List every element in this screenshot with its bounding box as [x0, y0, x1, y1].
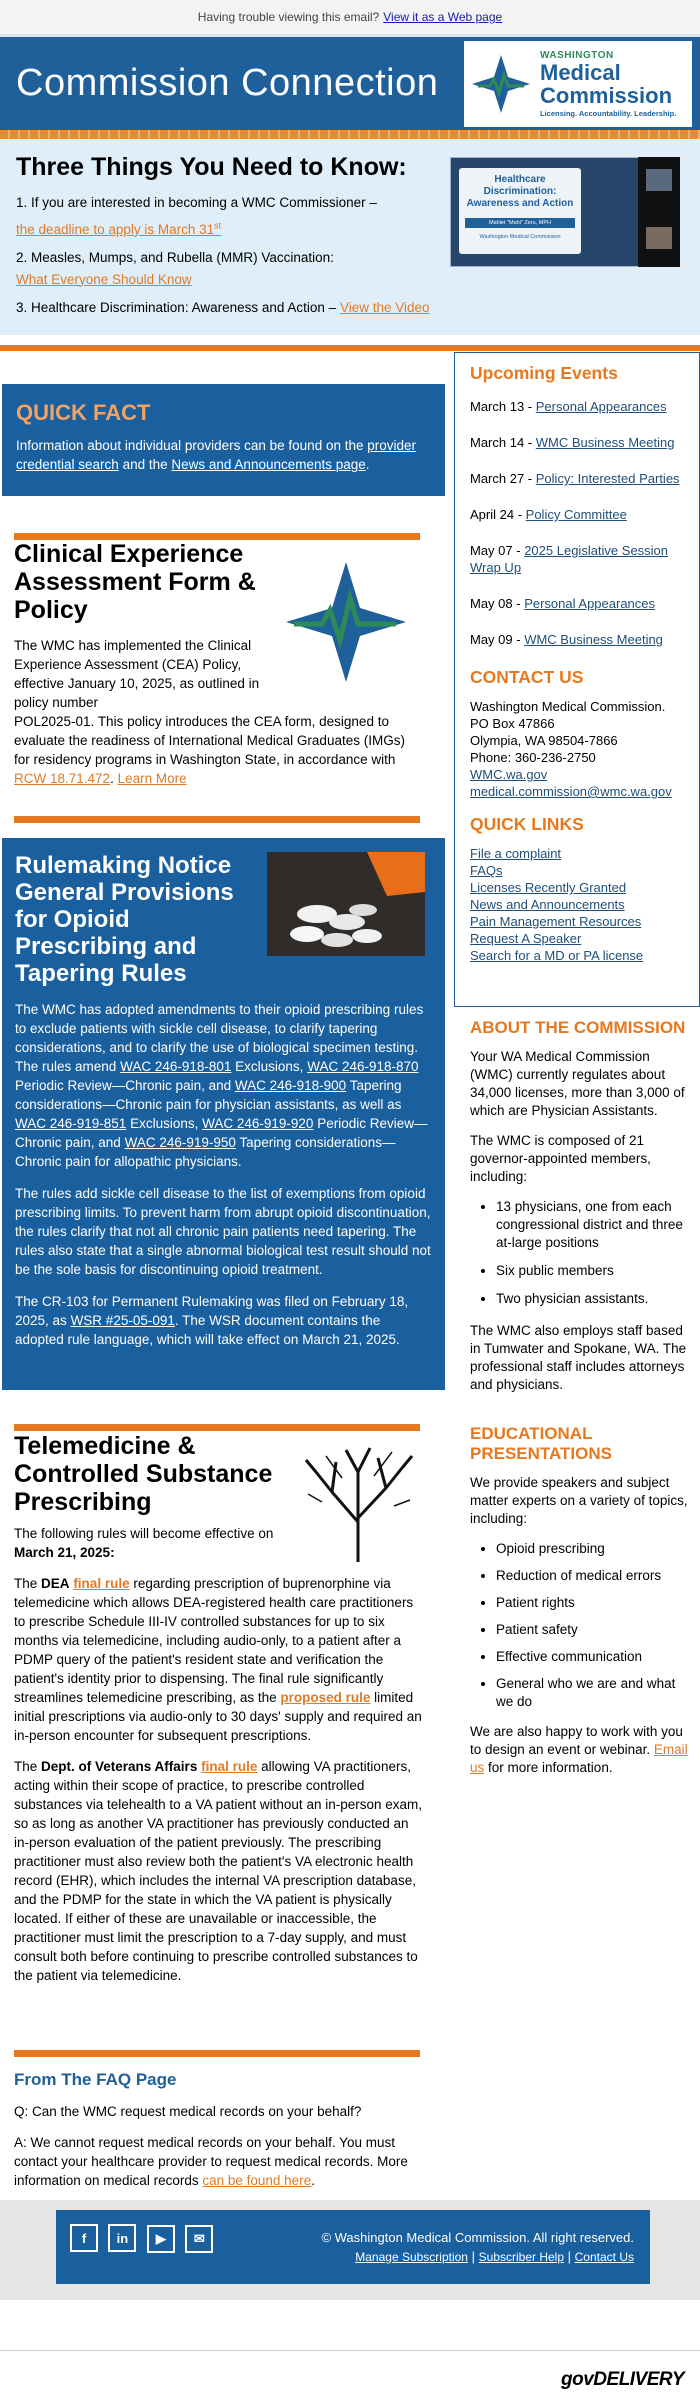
education-heading: EDUCATIONAL PRESENTATIONS	[470, 1424, 612, 1463]
wac-link[interactable]: WAC 246-918-900	[234, 1078, 347, 1093]
wsr-link[interactable]: WSR #25-05-091	[70, 1313, 175, 1328]
footer-text	[321, 2228, 634, 2267]
rm-t6: Tapering considerations—Chronic pain for allopathic physicians.	[15, 1135, 396, 1169]
tele-intro-text: The following rules will become effective on	[14, 1526, 274, 1541]
item1-sup[interactable]: st	[214, 220, 222, 230]
facebook-icon[interactable]: f	[70, 2224, 98, 2252]
email-link[interactable]: medical.commission@wmc.wa.gov	[470, 784, 672, 799]
video-card-presenter: Mahlet "Mahi" Zeru, MPH	[465, 218, 575, 228]
item1-link-text[interactable]: the deadline to apply is March 31	[16, 221, 215, 237]
quick-link[interactable]: Licenses Recently Granted	[470, 880, 627, 895]
event-item	[470, 434, 684, 451]
quick-link[interactable]: File a complaint	[470, 846, 562, 861]
education-section	[470, 1424, 690, 1789]
tele-paragraph-dea	[14, 1574, 424, 1745]
item2-text: 2. Measles, Mumps, and Rubella (MMR) Vaccination:	[16, 249, 334, 265]
email-icon[interactable]: ✉	[185, 2225, 213, 2253]
video-participants-strip	[638, 157, 680, 267]
topic-item: • Opioid prescribing	[496, 1540, 690, 1558]
topic-item: • Reduction of medical errors	[496, 1567, 690, 1585]
learn-more-link[interactable]: Learn More	[117, 771, 187, 786]
contact-po: PO Box 47866	[470, 716, 555, 731]
topic-item: • General who we are and what we do	[496, 1675, 690, 1711]
event-date: March 13 -	[470, 399, 533, 414]
topic-item: • Effective communication	[496, 1648, 690, 1666]
quick-link[interactable]: Search for a MD or PA license	[470, 948, 644, 963]
event-date: March 14 -	[470, 435, 533, 450]
pills-image	[267, 852, 425, 956]
cea-p2-text: POL2025-01. This policy introduces the CEA form, designed to evaluate the readiness of International Medical Graduates (IMGs) for residency programs in Washington State, in accordance with	[14, 714, 405, 767]
linkedin-icon[interactable]: in	[108, 2224, 136, 2252]
news-announcements-link[interactable]: News and Announcements page	[171, 457, 366, 472]
event-item	[470, 595, 684, 612]
rm-p3b: . The WSR document contains the adopted rule language, which will take effect on March 21, 2025.	[15, 1313, 400, 1347]
quick-link[interactable]: FAQs	[470, 863, 503, 878]
website-link[interactable]: WMC.wa.gov	[470, 767, 548, 782]
rulemaking-section	[2, 838, 445, 1390]
member-item: • Six public members	[496, 1262, 690, 1280]
wmc-logo[interactable]	[464, 41, 692, 127]
event-link[interactable]: Policy: Interested Parties	[535, 471, 680, 486]
about-p3: The WMC also employs staff based in Tumwater and Spokane, WA. The professional staff includes attorneys and physicians.	[470, 1323, 687, 1392]
tele-intro-date: March 21, 2025	[14, 1545, 111, 1560]
wmc-star-icon	[470, 53, 532, 115]
event-link[interactable]: WMC Business Meeting	[524, 632, 663, 647]
cea-paragraph-2: POL2025-01. This policy introduces the CEA form, designed to evaluate the readiness of International Medical Graduates (IMGs) for residency programs in Washington State, in accordance with RCW 18.71.472. Learn More	[14, 714, 405, 786]
event-link[interactable]: Personal Appearances	[524, 596, 656, 611]
event-link[interactable]: Policy Committee	[525, 507, 627, 522]
about-p1: Your WA Medical Commission (WMC) currently regulates about 34,000 licenses, more than 3,000 of which are Physician Assistants.	[470, 1049, 685, 1118]
members-list	[496, 1198, 690, 1308]
quick-link[interactable]: Pain Management Resources	[470, 914, 642, 929]
rm-p1a: The WMC has adopted amendments to their opioid prescribing rules to exclude patients with sickle cell disease, to clarify tapering considerations, and to clarify the use of biological specimen testing. The rules amend	[15, 1002, 424, 1074]
quick-fact-text	[16, 436, 431, 474]
contact-us-link[interactable]: Contact Us	[574, 2250, 634, 2264]
contact-block	[470, 698, 684, 800]
tele-p2-text: allowing VA practitioners, acting within their scope of practice, to prescribe controlled substances via telehealth to a VA patient without an in-person exam, so as long as another VA practitioner has previously conducted an in-person evaluation of the patient previously. The prescribing practitioner must also review both the patient's VA electronic health record (EHR), which includes the internal VA prescription database, and the PDMP for the state in which the VA patient is physically located. If either of these are unavailable or inaccessible, the practitioner must limit the prescription to a 7-day supply, and must consult both before continuing to prescribe controlled substances to the patient via telemedicine.	[14, 1759, 422, 1983]
participant-image	[646, 227, 672, 249]
cea-heading: Clinical Experience Assessment Form & Policy	[14, 540, 256, 624]
faq-answer-text: A: We cannot request medical records on your behalf. You must contact your healthcare provider to request medical records. More information on medical records	[14, 2135, 408, 2188]
event-item	[470, 542, 684, 576]
section-divider	[14, 533, 420, 540]
quick-fact-heading: QUICK FACT	[16, 400, 151, 425]
preheader-text: Having trouble viewing this email?	[197, 10, 380, 24]
events-heading: Upcoming Events	[470, 363, 618, 383]
wac-link[interactable]: WAC 246-918-870	[307, 1059, 419, 1074]
event-item	[470, 506, 684, 523]
logo-text	[540, 50, 676, 118]
tele-intro: The following rules will become effective on March 21, 2025:	[14, 1526, 274, 1560]
event-date: May 08 -	[470, 596, 521, 611]
about-heading: ABOUT THE COMMISSION	[470, 1018, 686, 1037]
rulemaking-paragraph-1	[15, 1000, 432, 1171]
tree-image	[302, 1442, 414, 1564]
separator: |	[567, 2249, 572, 2264]
logo-tagline: Licensing. Accountability. Leadership.	[540, 109, 677, 118]
edu-p2	[470, 1723, 690, 1777]
tele-p1-dea: DEA	[41, 1576, 70, 1591]
logo-line3: Commission	[540, 83, 673, 108]
rulemaking-paragraph-2: The rules add sickle cell disease to the list of exemptions from opioid prescribing limits. To prevent harm from abrupt opioid discontinuation, the rules clarify that not all chronic pain patients need tapering. The rules also state that a single abnormal biological test result should not be the sole basis for discontinuing opioid treatment.	[15, 1186, 431, 1277]
newsletter-title: Commission Connection	[16, 62, 439, 104]
contact-city: Olympia, WA 98504-7866	[470, 733, 618, 748]
rcw-link[interactable]: RCW 18.71.472	[14, 771, 111, 786]
event-link[interactable]: WMC Business Meeting	[535, 435, 675, 450]
edu-p2-text: We are also happy to work with you to design an event or webinar.	[470, 1724, 683, 1757]
logo-line1: WASHINGTON	[540, 50, 614, 61]
three-things-item-2	[16, 247, 436, 291]
tele-p2-va: Dept. of Veterans Affairs	[41, 1759, 198, 1774]
quick-link[interactable]: News and Announcements	[470, 897, 625, 912]
about-section	[470, 1018, 690, 1406]
item1-text: 1. If you are interested in becoming a WMC Commissioner –	[16, 195, 377, 210]
wmc-star-icon	[282, 558, 410, 686]
event-link[interactable]: Personal Appearances	[535, 399, 667, 414]
quick-fact-section	[2, 384, 445, 496]
quick-links-heading: QUICK LINKS	[470, 814, 584, 834]
member-item: • 13 physicians, one from each congressional district and three at-large positions	[496, 1198, 690, 1252]
event-item	[470, 470, 684, 487]
event-item	[470, 631, 684, 648]
va-final-rule-link[interactable]: final rule	[201, 1759, 258, 1774]
member-item: • Two physician assistants.	[496, 1290, 690, 1308]
subscriber-help-link[interactable]: Subscriber Help	[478, 2250, 564, 2264]
rm-t4: Exclusions,	[130, 1116, 199, 1131]
logo-line2: Medical	[540, 60, 621, 85]
quick-link[interactable]: Request A Speaker	[470, 931, 582, 946]
email-us-link[interactable]: Email us	[470, 1742, 688, 1775]
preheader	[0, 0, 700, 34]
about-p2: The WMC is composed of 21 governor-appointed members, including:	[470, 1133, 651, 1184]
wac-link[interactable]: WAC 246-919-950	[124, 1135, 236, 1150]
view-video-link[interactable]: View the Video	[339, 299, 430, 315]
contact-phone: Phone: 360-236-2750	[470, 750, 596, 765]
govdelivery-logo[interactable]: govDELIVERY	[561, 2369, 684, 2390]
mmr-link[interactable]: What Everyone Should Know	[16, 271, 192, 287]
quick-links-list	[470, 845, 684, 964]
event-date: March 27 -	[470, 471, 533, 486]
banner	[0, 34, 700, 130]
banner-stripe	[0, 130, 700, 139]
youtube-icon[interactable]: ▶	[147, 2225, 175, 2253]
footer	[56, 2210, 650, 2284]
proposed-rule-link[interactable]: proposed rule	[280, 1690, 371, 1705]
cea-section	[14, 540, 424, 788]
event-date: May 09 -	[470, 632, 521, 647]
topic-item: • Patient safety	[496, 1621, 690, 1639]
view-web-page-link[interactable]: View it as a Web page	[383, 10, 503, 24]
footer-wrapper	[0, 2200, 700, 2300]
cea-paragraph-1: The WMC has implemented the Clinical Experience Assessment (CEA) Policy, effective January 10, 2025, as outlined in policy number	[14, 638, 260, 710]
three-things-item-3	[16, 297, 436, 319]
tele-p2-pre: The	[14, 1759, 38, 1774]
commissioner-deadline-link[interactable]	[16, 222, 221, 237]
event-item	[470, 398, 684, 415]
three-things-heading: Three Things You Need to Know:	[16, 153, 407, 181]
edu-p1: We provide speakers and subject matter experts on a variety of topics, including:	[470, 1475, 688, 1526]
telemedicine-heading: Telemedicine & Controlled Substance Prescribing	[14, 1432, 273, 1516]
rm-t2: Periodic Review—Chronic pain, and	[15, 1078, 232, 1093]
tele-paragraph-va	[14, 1757, 424, 1985]
rm-t3: Tapering considerations—Chronic pain for physician assistants, as well as	[15, 1078, 402, 1112]
video-card-org: Washington Medical Commission	[479, 234, 561, 240]
event-date: May 07 -	[470, 543, 521, 558]
item3-text: 3. Healthcare Discrimination: Awareness and Action –	[16, 299, 337, 315]
video-card	[459, 168, 581, 254]
qf-text3: .	[365, 457, 370, 472]
sidebar-box	[454, 352, 700, 1007]
dea-final-rule-link[interactable]: final rule	[73, 1576, 130, 1591]
faq-answer: A: We cannot request medical records on your behalf. You must contact your healthcare provider to request medical records. More information on medical records can be found here.	[14, 2135, 408, 2188]
topics-list	[496, 1540, 690, 1711]
medical-records-link[interactable]: can be found here	[202, 2173, 312, 2188]
tele-p1-text2: limited initial prescriptions via audio-only to 30 days' supply and required an in-person encounter for subsequent prescriptions.	[14, 1690, 422, 1743]
faq-heading: From The FAQ Page	[14, 2070, 177, 2089]
provider-credential-search-link[interactable]: provider credential search	[16, 438, 417, 472]
participant-image	[646, 169, 672, 191]
section-divider	[14, 2050, 420, 2057]
three-things-item-1	[16, 192, 436, 241]
wac-link[interactable]: WAC 246-918-801	[120, 1059, 232, 1074]
section-divider	[0, 345, 700, 351]
rulemaking-paragraph-3	[15, 1292, 432, 1349]
pills-photo	[267, 852, 425, 956]
qf-text1: Information about individual providers can be found on the	[16, 438, 364, 453]
telemedicine-section	[14, 1432, 424, 1985]
video-thumbnail[interactable]	[450, 157, 648, 267]
copyright: © Washington Medical Commission. All right reserved.	[321, 2230, 634, 2245]
wac-link[interactable]: WAC 246-919-920	[202, 1116, 314, 1131]
video-card-title: Healthcare Discrimination: Awareness and Action	[466, 174, 574, 209]
tele-p1-pre: The	[14, 1576, 38, 1591]
wac-link[interactable]: WAC 246-919-851	[15, 1116, 127, 1131]
manage-subscription-link[interactable]: Manage Subscription	[355, 2250, 468, 2264]
section-divider	[14, 816, 420, 823]
faq-question: Q: Can the WMC request medical records on your behalf?	[14, 2104, 362, 2119]
three-things-section	[0, 139, 700, 335]
event-date: April 24 -	[470, 507, 523, 522]
rm-t1: Exclusions,	[235, 1059, 304, 1074]
section-divider	[14, 1424, 420, 1431]
qf-text2: and the	[122, 457, 168, 472]
topic-item: • Patient rights	[496, 1594, 690, 1612]
contact-name: Washington Medical Commission.	[470, 699, 666, 714]
rm-p3a: The CR-103 for Permanent Rulemaking was filed on February 18, 2025, as	[15, 1294, 409, 1328]
govdelivery-bar	[0, 2350, 700, 2395]
contact-heading: CONTACT US	[470, 667, 584, 687]
edu-p2-tail: for more information.	[488, 1760, 613, 1775]
rm-t5: Periodic Review—Chronic pain, and	[15, 1116, 428, 1150]
event-link[interactable]: 2025 Legislative Session Wrap Up	[470, 543, 669, 575]
tele-p1-text: regarding prescription of buprenorphine via telemedicine which allows DEA-registered health care practitioners to prescribe Schedule III-IV controlled substances for up to six months via telemedicine, including audio-only, to a patient after a PDMP query of the patient's resident state and verification the patient's identity prior to dispensing. The final rule significantly streamlines telemedicine prescribing, as the	[14, 1576, 414, 1705]
rulemaking-heading: Rulemaking Notice General Provisions for Opioid Prescribing and Tapering Rules	[15, 852, 234, 987]
separator: |	[471, 2249, 475, 2264]
